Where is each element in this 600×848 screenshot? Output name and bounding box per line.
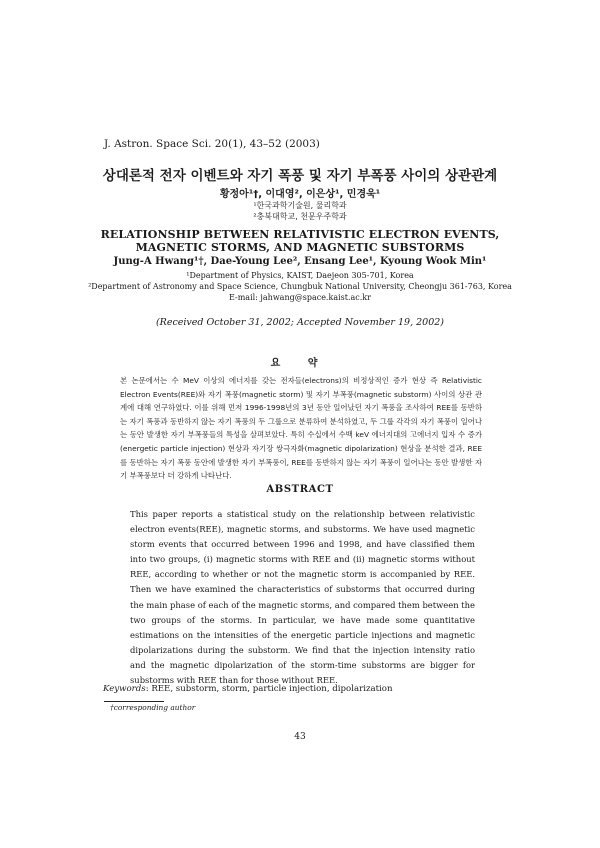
affiliation-korean-1: ¹한국과학기술원, 물리학과 xyxy=(253,201,347,210)
journal-reference: J. Astron. Space Sci. 20(1), 43–52 (2003) xyxy=(104,138,320,150)
affiliation-english-1: ¹Department of Physics, KAIST, Daejeon 305-701, Korea xyxy=(186,271,414,280)
authors-korean: 황정아¹†, 이대영², 이은상¹, 민경욱¹ xyxy=(219,189,381,200)
abstract-korean-heading: 요 약 xyxy=(270,358,330,369)
keywords-label: Keywords xyxy=(103,684,146,694)
footnote-corresponding-author: †corresponding author xyxy=(110,703,196,712)
received-dates: (Received October 31, 2002; Accepted November 19, 2002) xyxy=(155,317,445,328)
footnote-rule xyxy=(104,701,164,702)
title-korean: 상대론적 전자 이벤트와 자기 폭풍 및 자기 부폭풍 사이의 상관관계 xyxy=(102,168,498,184)
authors-english: Jung-A Hwang¹†, Dae-Young Lee², Ensang Lee¹, Kyoung Wook Min¹ xyxy=(113,256,487,267)
abstract-english-heading: ABSTRACT xyxy=(266,484,334,495)
page-number: 43 xyxy=(294,732,306,742)
title-english-line-2: MAGNETIC STORMS, AND MAGNETIC SUBSTORMS xyxy=(135,241,465,254)
abstract-english-body: This paper reports a statistical study on the relationship between relativistic electron events(REE), magnetic storms, and substorms. We have used magnetic storm events that occurred between 1996 and 1998, and have classified them into two groups, (i) magnetic storms with REE and (ii) magnetic storms without REE, according to whether or not the magnetic storm is accompanied by REE. Then we have examined the characteristics of substorms that occurred during the main phase of each of the magnetic storms, and compared them between the two groups of the storms. In particular, we have made some quantitative estimations on the intensities of the energetic particle injections and magnetic dipolarizations during the substorm. We find that the injection intensity ratio and the magnetic dipolarization of the storm-time substorms are bigger for substorms with REE than for those without REE. xyxy=(130,509,475,686)
keywords-list: : REE, substorm, storm, particle injection, dipolarization xyxy=(145,684,393,694)
affiliation-english-2: ²Department of Astronomy and Space Science, Chungbuk National University, Cheongju 361-763, Korea xyxy=(88,282,512,291)
author-email: E-mail: jahwang@space.kaist.ac.kr xyxy=(229,293,371,302)
affiliation-korean-2: ²충북대학교, 천문우주학과 xyxy=(253,212,347,221)
abstract-korean-body: 본 논문에서는 수 MeV 이상의 에너지를 갖는 전자들(electrons)의 비정상적인 증가 현상 즉 Relativistic Electron Events(REE)와 자기 폭풍(magnetic storm) 및 자기 부폭풍(magnetic substorm) 사이의 상관 관계에 대해 연구하였다. 이를 위해 먼저 1996-1998년의 3년 동안 일어났던 자기 폭풍을 조사하여 REE를 동반하는 자기 폭풍과 동반하지 않는 자기 폭풍의 두 그룹으로 분류하여 분석하였고, 두 그룹 각각의 자기 폭풍이 일어나는 동안 발생한 자기 부폭풍들의 특성을 살펴보았다. 특히 수십에서 수백 keV 에너지대의 고에너지 입자 수 증가(energetic particle injection) 현상과 자기장 쌍극자화(magnetic dipolarization) 현상을 분석한 결과, REE를 동반하는 자기 폭풍 동안에 발생한 자기 부폭풍이, REE를 동반하지 않는 자기 폭풍이 일어나는 동안 발생한 자기 부폭풍보다 더 강하게 나타난다. xyxy=(120,376,482,481)
keywords-line xyxy=(103,684,393,694)
title-english-line-1: RELATIONSHIP BETWEEN RELATIVISTIC ELECTRON EVENTS, xyxy=(100,228,500,241)
